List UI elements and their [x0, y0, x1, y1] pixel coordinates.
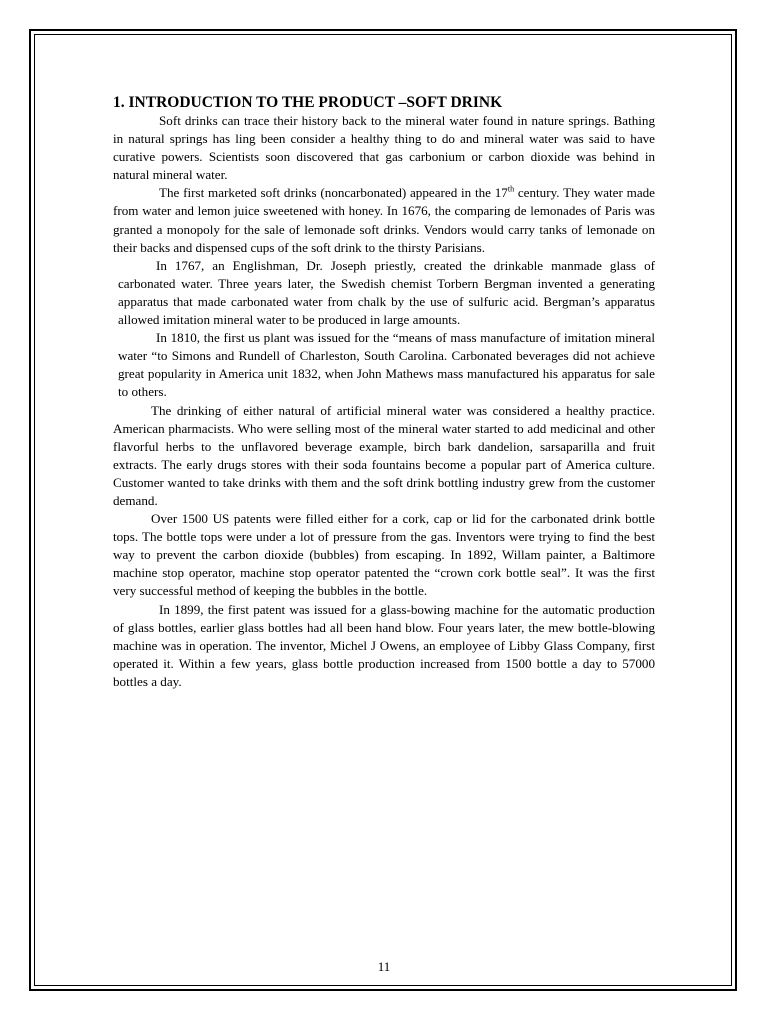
paragraph-2-text-b: century. They water made from water and lemon juice sweetened with honey. In 1676, the comparing de lemonades of Paris was granted a monopoly for the sale of lemonade soft drinks. Vendors would carry tanks of lemonade on their backs and dispensed cups of the soft drink to the thirsty Parisians.: [113, 185, 655, 255]
document-body: [113, 94, 655, 691]
paragraph-2: [113, 184, 655, 256]
paragraph-4: In 1810, the first us plant was issued for the “means of mass manufacture of imitation mineral water “to Simons and Rundell of Charleston, South Carolina. Carbonated beverages did not achieve great popularity in America unit 1832, when John Mathews mass manufactured his apparatus for sale to others.: [118, 330, 655, 400]
superscript-th: th: [507, 185, 515, 195]
paragraph-1: Soft drinks can trace their history back to the mineral water found in nature springs. Bathing in natural springs has ling been consider a healthy thing to do and mineral water was said to have curative powers. Scientists soon discovered that gas carbonium or carbon dioxide was behind in natural mineral water.: [113, 113, 655, 183]
paragraph-7: In 1899, the first patent was issued for a glass-bowing machine for the automatic production of glass bottles, earlier glass bottles had all been hand blow. Four years later, the mew bottle-blowing machine was in operation. The inventor, Michel J Owens, an employee of Libby Glass Company, first operated it. Within a few years, glass bottle production increased from 1500 bottle a day to 57000 bottles a day.: [113, 601, 655, 689]
paragraph-6: Over 1500 US patents were filled either for a cork, cap or lid for the carbonated drink bottle tops. The bottle tops were under a lot of pressure from the gas. Inventors were trying to find the best way to prevent the carbon dioxide (bubbles) from escaping. In 1892, Willam painter, a Baltimore machine stop operator, machine stop operator patented the “crown cork bottle seal”. It was the first very successful method of keeping the bubbles in the bottle.: [113, 511, 655, 599]
paragraph-3: In 1767, an Englishman, Dr. Joseph priestly, created the drinkable manmade glass of carbonated water. Three years later, the Swedish chemist Torbern Bergman invented a generating apparatus that made carbonated water from chalk by the use of sulfuric acid. Bergman’s apparatus allowed imitation mineral water to be produced in large amounts.: [118, 257, 655, 328]
paragraph-5: The drinking of either natural of artificial mineral water was considered a healthy practice. American pharmacists. Who were selling most of the mineral water started to add medicinal and other flavorful herbs to the unflavored beverage example, birch bark dandelion, sarsaparilla and fruit extracts. The early drugs stores with their soda fountains become a popular part of America culture. Customer wanted to take drinks with them and the soft drink bottling industry grew from the customer demand.: [113, 402, 655, 508]
paragraph-2-text-a: The first marketed soft drinks (noncarbonated) appeared in the 17: [159, 185, 508, 201]
page-number: 11: [377, 959, 391, 974]
section-heading: 1. INTRODUCTION TO THE PRODUCT –SOFT DRINK: [113, 94, 503, 111]
